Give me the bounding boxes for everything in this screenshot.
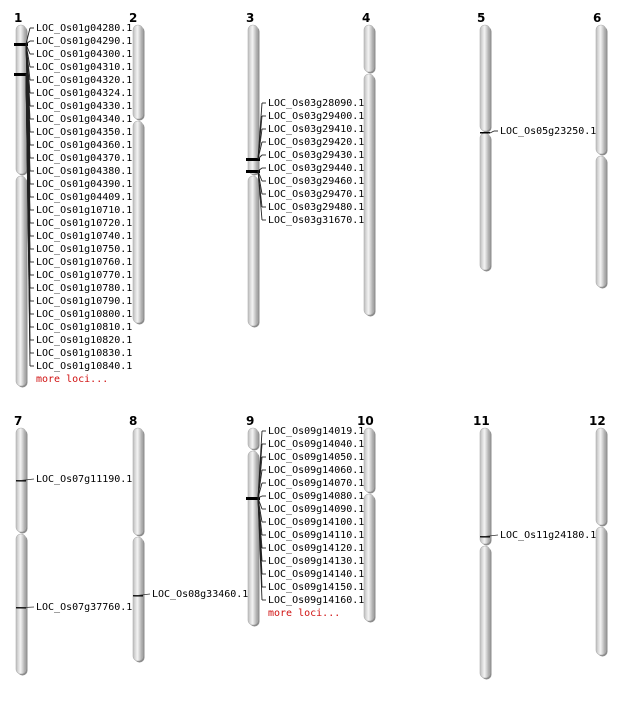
locus-label: LOC_Os09g14150.1 <box>268 582 365 593</box>
chromosome-p-arm <box>596 428 606 525</box>
locus-label: LOC_Os01g04280.1 <box>36 23 133 34</box>
locus-label: LOC_Os01g10710.1 <box>36 205 133 216</box>
locus-label: LOC_Os05g23250.1 <box>500 126 597 137</box>
chromosome-label: 5 <box>477 11 486 25</box>
locus-label: LOC_Os09g14050.1 <box>268 452 365 463</box>
locus-label: LOC_Os09g14100.1 <box>268 517 365 528</box>
chromosome-q-arm <box>480 133 490 270</box>
locus-label: LOC_Os01g10810.1 <box>36 322 133 333</box>
locus-label: LOC_Os01g10820.1 <box>36 335 133 346</box>
locus-label: LOC_Os09g14160.1 <box>268 595 365 606</box>
locus-label: LOC_Os11g24180.1 <box>500 530 597 541</box>
chromosome-p-arm <box>364 428 374 492</box>
locus-label: LOC_Os09g14019.1 <box>268 426 365 437</box>
chromosome-q-arm <box>133 121 143 323</box>
locus-label: LOC_Os09g14060.1 <box>268 465 365 476</box>
chromosome-p-arm <box>133 25 143 119</box>
locus-label: LOC_Os01g10750.1 <box>36 244 133 255</box>
locus-label: LOC_Os09g14110.1 <box>268 530 365 541</box>
locus-label: LOC_Os01g10790.1 <box>36 296 133 307</box>
chromosome-label: 4 <box>362 11 371 25</box>
chromosome-label: 6 <box>593 11 602 25</box>
locus-label: LOC_Os09g14130.1 <box>268 556 365 567</box>
more-loci-link[interactable]: more loci... <box>268 608 341 619</box>
locus-band <box>480 132 490 134</box>
locus-label: LOC_Os01g10780.1 <box>36 283 133 294</box>
locus-label: LOC_Os03g28090.1 <box>268 98 365 109</box>
locus-label: LOC_Os03g29410.1 <box>268 124 365 135</box>
chromosome-label: 10 <box>357 414 374 428</box>
locus-label: LOC_Os09g14080.1 <box>268 491 365 502</box>
locus-label: LOC_Os01g04290.1 <box>36 36 133 47</box>
locus-label: LOC_Os01g04340.1 <box>36 114 133 125</box>
chromosome-label: 1 <box>14 11 23 25</box>
chromosome-p-arm <box>16 25 26 174</box>
chromosome-q-arm <box>248 451 258 625</box>
locus-label: LOC_Os03g31670.1 <box>268 215 365 226</box>
chromosome-label: 12 <box>589 414 606 428</box>
chromosome-p-arm <box>480 25 490 131</box>
locus-label: LOC_Os01g04310.1 <box>36 62 133 73</box>
locus-label: LOC_Os01g04360.1 <box>36 140 133 151</box>
locus-label: LOC_Os01g04380.1 <box>36 166 133 177</box>
locus-label: LOC_Os01g10800.1 <box>36 309 133 320</box>
locus-label: LOC_Os03g29480.1 <box>268 202 365 213</box>
chromosome-q-arm <box>133 537 143 661</box>
locus-label: LOC_Os01g04370.1 <box>36 153 133 164</box>
locus-label: LOC_Os01g10740.1 <box>36 231 133 242</box>
chromosome-label: 11 <box>473 414 490 428</box>
locus-label: LOC_Os01g04320.1 <box>36 75 133 86</box>
chromosome-q-arm <box>596 156 606 287</box>
locus-label: LOC_Os01g04324.1 <box>36 88 133 99</box>
locus-label: LOC_Os01g04330.1 <box>36 101 133 112</box>
chromosome-label: 9 <box>246 414 255 428</box>
locus-label: LOC_Os01g10830.1 <box>36 348 133 359</box>
chromosome-q-arm <box>364 494 374 621</box>
locus-label: LOC_Os03g29460.1 <box>268 176 365 187</box>
more-loci-link[interactable]: more loci... <box>36 374 109 385</box>
chromosome-label: 2 <box>129 11 138 25</box>
locus-label: LOC_Os03g29430.1 <box>268 150 365 161</box>
locus-label: LOC_Os01g04409.1 <box>36 192 133 203</box>
chromosome-q-arm <box>596 527 606 655</box>
chromosome-p-arm <box>596 25 606 154</box>
locus-label: LOC_Os01g10720.1 <box>36 218 133 229</box>
chromosome-q-arm <box>364 74 374 315</box>
locus-label: LOC_Os01g10760.1 <box>36 257 133 268</box>
chromosome-label: 7 <box>14 414 23 428</box>
locus-label: LOC_Os03g29470.1 <box>268 189 365 200</box>
chromosome-p-arm <box>480 428 490 544</box>
chromosome-label: 8 <box>129 414 138 428</box>
locus-connector <box>490 131 494 133</box>
chromosome-label: 3 <box>246 11 255 25</box>
locus-label: LOC_Os07g11190.1 <box>36 474 133 485</box>
locus-label: LOC_Os03g29400.1 <box>268 111 365 122</box>
locus-label: LOC_Os01g10770.1 <box>36 270 133 281</box>
locus-label: LOC_Os01g04390.1 <box>36 179 133 190</box>
locus-label: LOC_Os07g37760.1 <box>36 602 133 613</box>
locus-label: LOC_Os01g04300.1 <box>36 49 133 60</box>
chromosome-p-arm <box>364 25 374 72</box>
chromosome-p-arm <box>248 25 258 174</box>
locus-label: LOC_Os03g29420.1 <box>268 137 365 148</box>
locus-label: LOC_Os09g14070.1 <box>268 478 365 489</box>
locus-label: LOC_Os09g14120.1 <box>268 543 365 554</box>
locus-label: LOC_Os09g14090.1 <box>268 504 365 515</box>
locus-label: LOC_Os01g04350.1 <box>36 127 133 138</box>
chromosome-q-arm <box>16 176 26 386</box>
chromosome-q-arm <box>480 546 490 678</box>
chromosome-q-arm <box>248 176 258 326</box>
chromosome-p-arm <box>248 428 258 449</box>
locus-label: LOC_Os09g14040.1 <box>268 439 365 450</box>
locus-label: LOC_Os08g33460.1 <box>152 589 249 600</box>
locus-label: LOC_Os03g29440.1 <box>268 163 365 174</box>
locus-label: LOC_Os01g10840.1 <box>36 361 133 372</box>
chromosome-p-arm <box>133 428 143 535</box>
locus-label: LOC_Os09g14140.1 <box>268 569 365 580</box>
chromosome-q-arm <box>16 534 26 674</box>
